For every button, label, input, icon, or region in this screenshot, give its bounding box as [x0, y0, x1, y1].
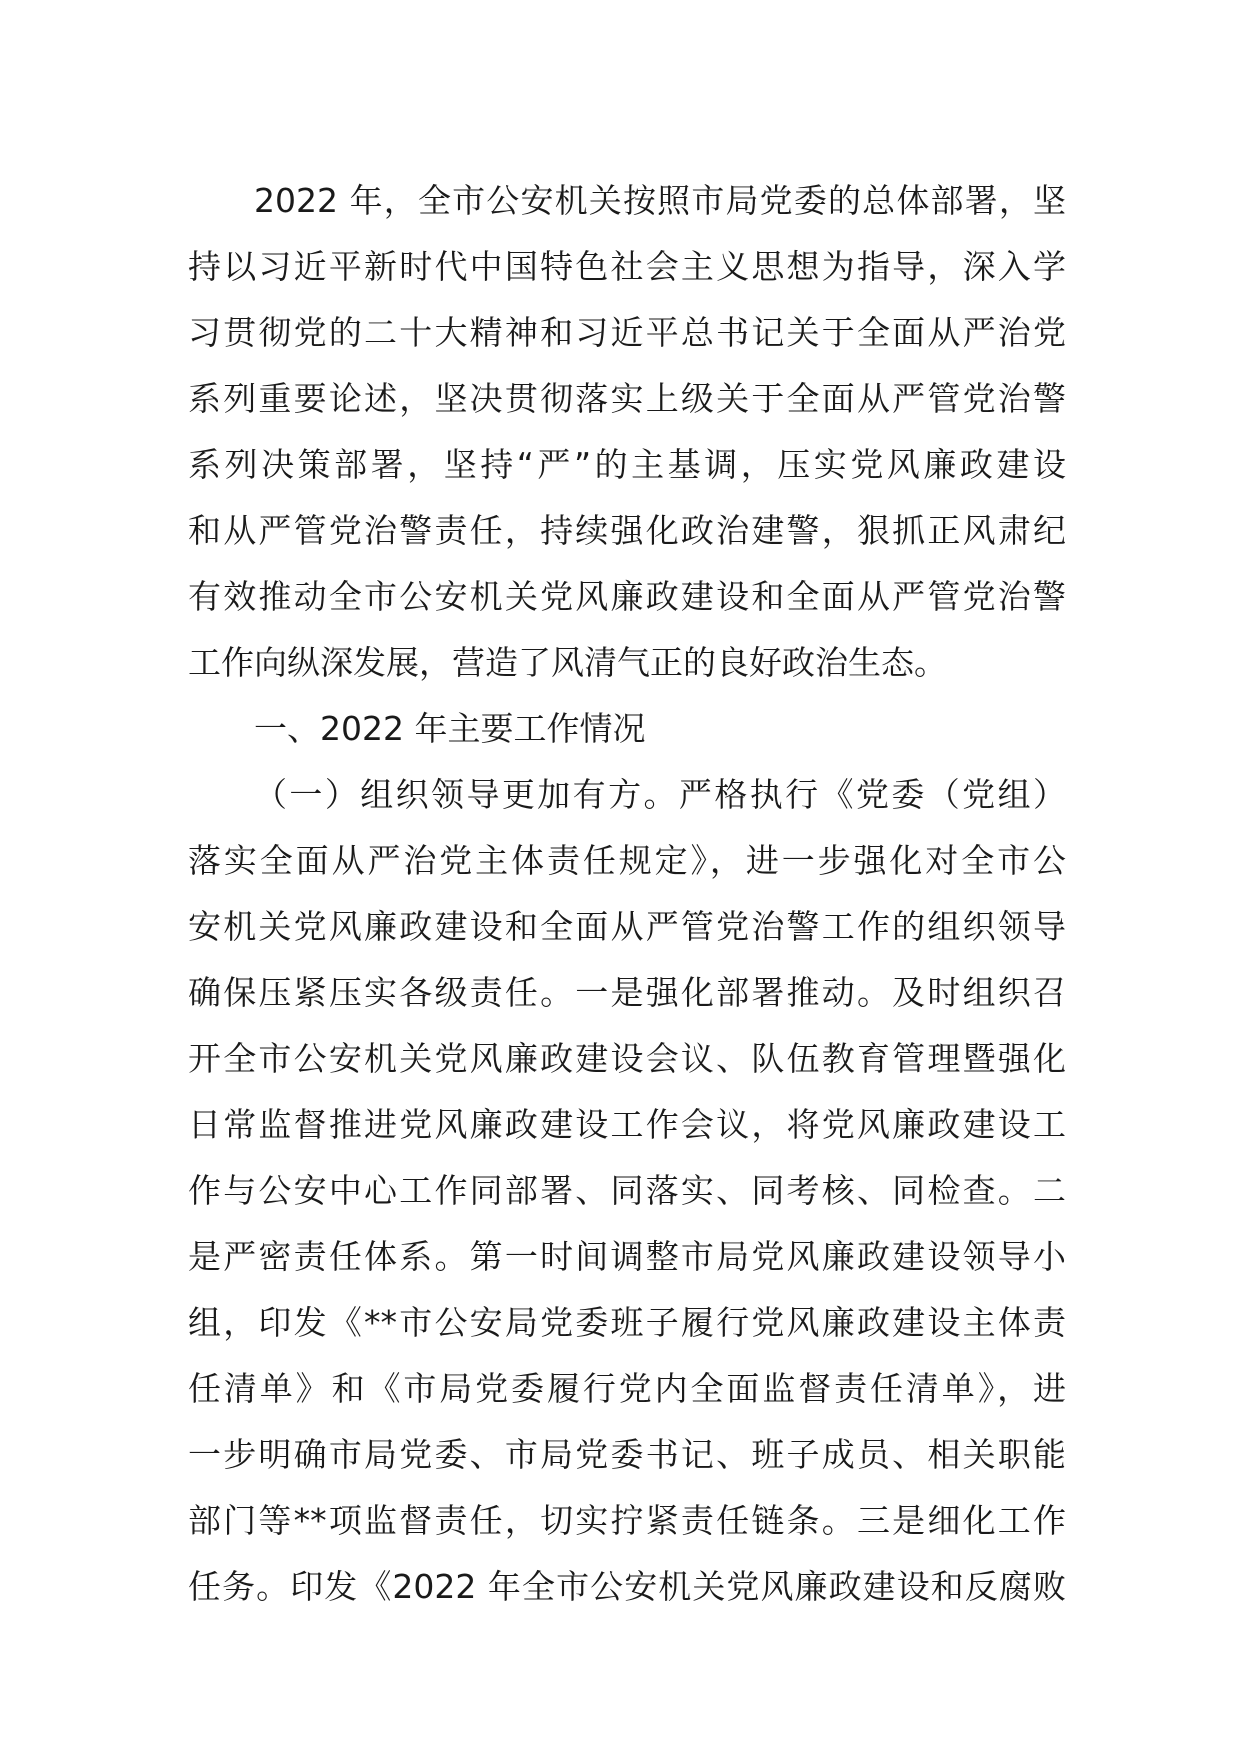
section-heading: [188, 696, 1066, 762]
text-line: 任清单》和《市局党委履行党内全面监督责任清单》，进: [188, 1369, 1066, 1408]
text-line: 组，印发《**市公安局党委班子履行党风廉政建设主体责: [188, 1303, 1066, 1342]
text-line: 一步明确市局党委、市局党委书记、班子成员、相关职能: [188, 1435, 1066, 1474]
text-line: 日常监督推进党风廉政建设工作会议，将党风廉政建设工: [188, 1105, 1066, 1144]
text-line: 工作向纵深发展，营造了风清气正的良好政治生态。: [188, 643, 947, 682]
text-line: 确保压紧压实各级责任。一是强化部署推动。及时组织召: [188, 973, 1066, 1012]
text-line: 部门等**项监督责任，切实拧紧责任链条。三是细化工作: [188, 1501, 1066, 1540]
text-line: 习贯彻党的二十大精神和习近平总书记关于全面从严治党: [188, 313, 1066, 352]
section-paragraph: [188, 762, 1066, 1620]
text-line: 系列重要论述，坚决贯彻落实上级关于全面从严管党治警: [188, 379, 1066, 418]
text-line: 任务。印发《2022 年全市公安机关党风廉政建设和反腐败: [188, 1567, 1066, 1606]
intro-paragraph: [188, 168, 1066, 696]
text-line: 作与公安中心工作同部署、同落实、同考核、同检查。二: [188, 1171, 1066, 1210]
text-line: 是严密责任体系。第一时间调整市局党风廉政建设领导小: [188, 1237, 1066, 1276]
text-line: 持以习近平新时代中国特色社会主义思想为指导，深入学: [188, 247, 1066, 286]
text-line: 有效推动全市公安机关党风廉政建设和全面从严管党治警: [188, 577, 1066, 616]
text-line: 开全市公安机关党风廉政建设会议、队伍教育管理暨强化: [188, 1039, 1066, 1078]
text-line: （一）组织领导更加有方。严格执行《党委（党组）: [254, 775, 1066, 814]
document-body: [188, 168, 1066, 1620]
text-line: 落实全面从严治党主体责任规定》，进一步强化对全市公: [188, 841, 1066, 880]
text-line: 2022 年，全市公安机关按照市局党委的总体部署，坚: [254, 181, 1066, 220]
text-line: 和从严管党治警责任，持续强化政治建警，狠抓正风肃纪: [188, 511, 1066, 550]
heading-text: 一、2022 年主要工作情况: [254, 709, 646, 748]
text-line: 系列决策部署，坚持“严”的主基调，压实党风廉政建设: [188, 445, 1066, 484]
text-line: 安机关党风廉政建设和全面从严管党治警工作的组织领导: [188, 907, 1066, 946]
